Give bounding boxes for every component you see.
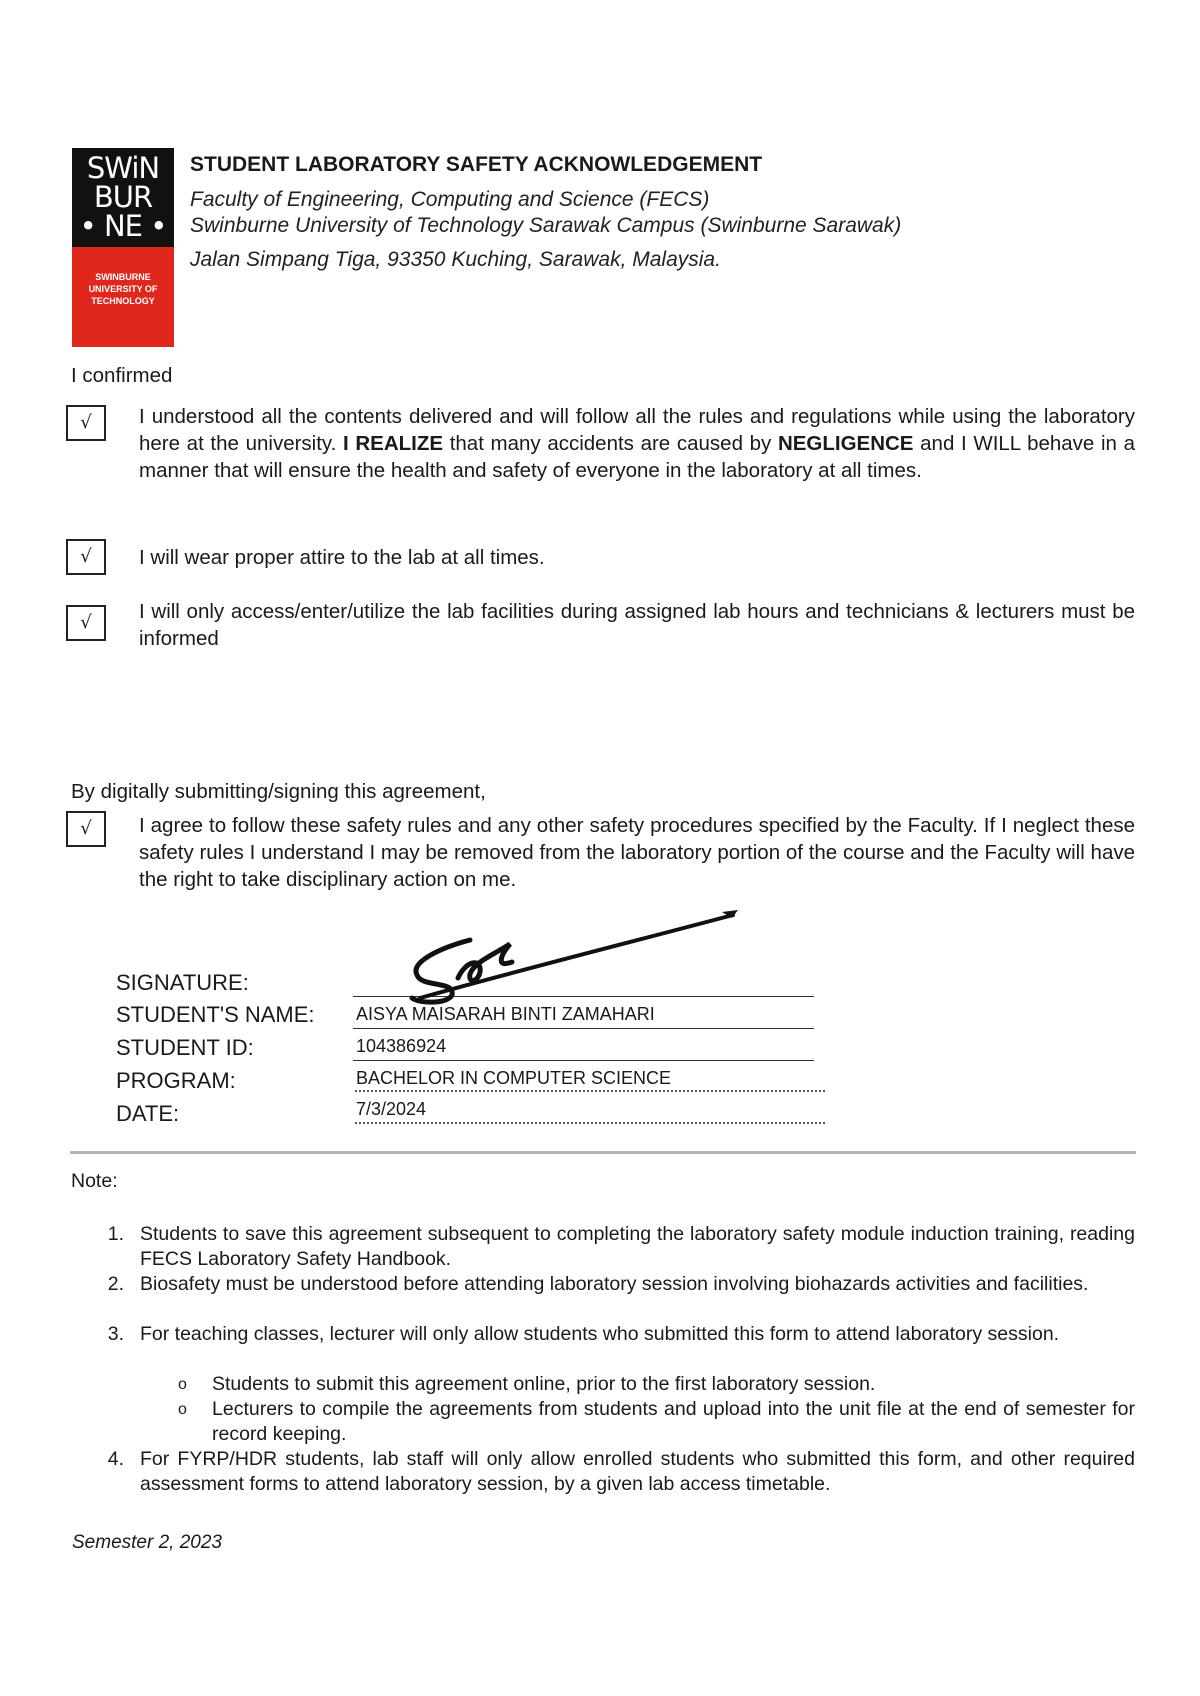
confirm-checkbox-1[interactable]: √ — [66, 405, 106, 441]
logo-black-panel — [72, 148, 174, 247]
date-value: 7/3/2024 — [356, 1099, 427, 1119]
confirm-checkbox-3[interactable]: √ — [66, 605, 106, 641]
student-name-line — [353, 1028, 814, 1029]
program-label: PROGRAM: — [116, 1068, 236, 1093]
confirm-item-1-part2: that many accidents are caused by — [443, 432, 778, 455]
confirm-item-1-bold-negligence: NEGLIGENCE — [777, 432, 914, 455]
student-id-value: 104386924 — [356, 1036, 447, 1056]
note-label: Note: — [71, 1170, 118, 1192]
confirm-item-1-part1: I understood all the contents delivered and will follow all the rules and regulations while using the laboratory here at the university. — [139, 405, 1135, 455]
confirm-checkbox-2[interactable]: √ — [66, 539, 106, 575]
agree-intro: By digitally submitting/signing this agreement, — [71, 780, 486, 803]
logo-word-line-2: BUR — [93, 180, 153, 214]
semester-footer: Semester 2, 2023 — [72, 1532, 222, 1553]
swinburne-logo — [72, 148, 174, 347]
date-label: DATE: — [116, 1101, 180, 1126]
program-line — [355, 1090, 825, 1092]
note-subitem-bullet-1: o — [178, 1376, 187, 1393]
note-subitem-2: Lecturers to compile the agreements from students and upload into the unit file at the end of semester for record keeping. — [212, 1398, 1135, 1445]
note-item-1: Students to save this agreement subsequent to completing the laboratory safety module induction training, reading FECS Laboratory Safety Handbook. — [140, 1223, 1135, 1270]
logo-word-line-1: SWiN — [86, 151, 160, 185]
logo-word-line-3: • NE • — [79, 209, 167, 243]
student-name-value: AISYA MAISARAH BINTI ZAMAHARI — [356, 1004, 655, 1024]
confirm-item-2-text: I will wear proper attire to the lab at all times. — [139, 546, 545, 569]
student-id-label: STUDENT ID: — [116, 1035, 254, 1060]
note-number-2: 2. — [107, 1273, 124, 1295]
handwritten-signature — [400, 900, 760, 1010]
logo-sub-line-3: TECHNOLOGY — [91, 296, 155, 306]
signature-label: SIGNATURE: — [116, 970, 249, 995]
student-name-label: STUDENT'S NAME: — [116, 1002, 315, 1027]
logo-sub-line-1: SWINBURNE — [95, 272, 151, 282]
document-title: STUDENT LABORATORY SAFETY ACKNOWLEDGEMENT — [190, 153, 763, 176]
faculty-line: Faculty of Engineering, Computing and Science (FECS) — [190, 188, 710, 211]
student-id-line — [353, 1060, 814, 1061]
note-item-4: For FYRP/HDR students, lab staff will only allow enrolled students who submitted this form, and other required assessment forms to attend laboratory session, by a given lab access timetable. — [140, 1448, 1135, 1495]
note-number-3: 3. — [107, 1323, 124, 1345]
campus-line: Swinburne University of Technology Sarawak Campus (Swinburne Sarawak) — [190, 214, 902, 237]
logo-sub-line-2: UNIVERSITY OF — [88, 284, 158, 294]
note-number-1: 1. — [107, 1223, 124, 1245]
agree-item-text: I agree to follow these safety rules and any other safety procedures specified by the Faculty. If I neglect these safety rules I understand I may be removed from the laboratory portion of the course and the Faculty will have the right to take disciplinary action on me. — [139, 814, 1135, 891]
agree-checkbox[interactable]: √ — [66, 811, 106, 847]
confirm-item-1-bold-realize: I REALIZE — [343, 432, 444, 455]
section-divider — [70, 1151, 1136, 1154]
date-line — [355, 1122, 825, 1124]
confirm-intro: I confirmed — [71, 364, 173, 387]
confirm-item-1-part3: and I WILL behave in a manner that will ensure the health and safety of everyone in the laboratory at all times. — [139, 432, 1135, 482]
address-line: Jalan Simpang Tiga, 93350 Kuching, Sarawak, Malaysia. — [190, 248, 721, 271]
note-subitem-bullet-2: o — [178, 1401, 187, 1418]
note-number-4: 4. — [107, 1448, 124, 1470]
logo-red-panel — [72, 247, 174, 347]
program-value: BACHELOR IN COMPUTER SCIENCE — [356, 1068, 672, 1088]
note-item-2: Biosafety must be understood before attending laboratory session involving biohazards activities and facilities. — [140, 1273, 1089, 1295]
confirm-item-1-text — [139, 403, 1135, 484]
note-subitem-1: Students to submit this agreement online, prior to the first laboratory session. — [212, 1373, 876, 1395]
confirm-item-3-text: I will only access/enter/utilize the lab facilities during assigned lab hours and technicians & lecturers must be informed — [139, 600, 1135, 650]
note-item-3: For teaching classes, lecturer will only allow students who submitted this form to attend laboratory session. — [140, 1323, 1060, 1345]
